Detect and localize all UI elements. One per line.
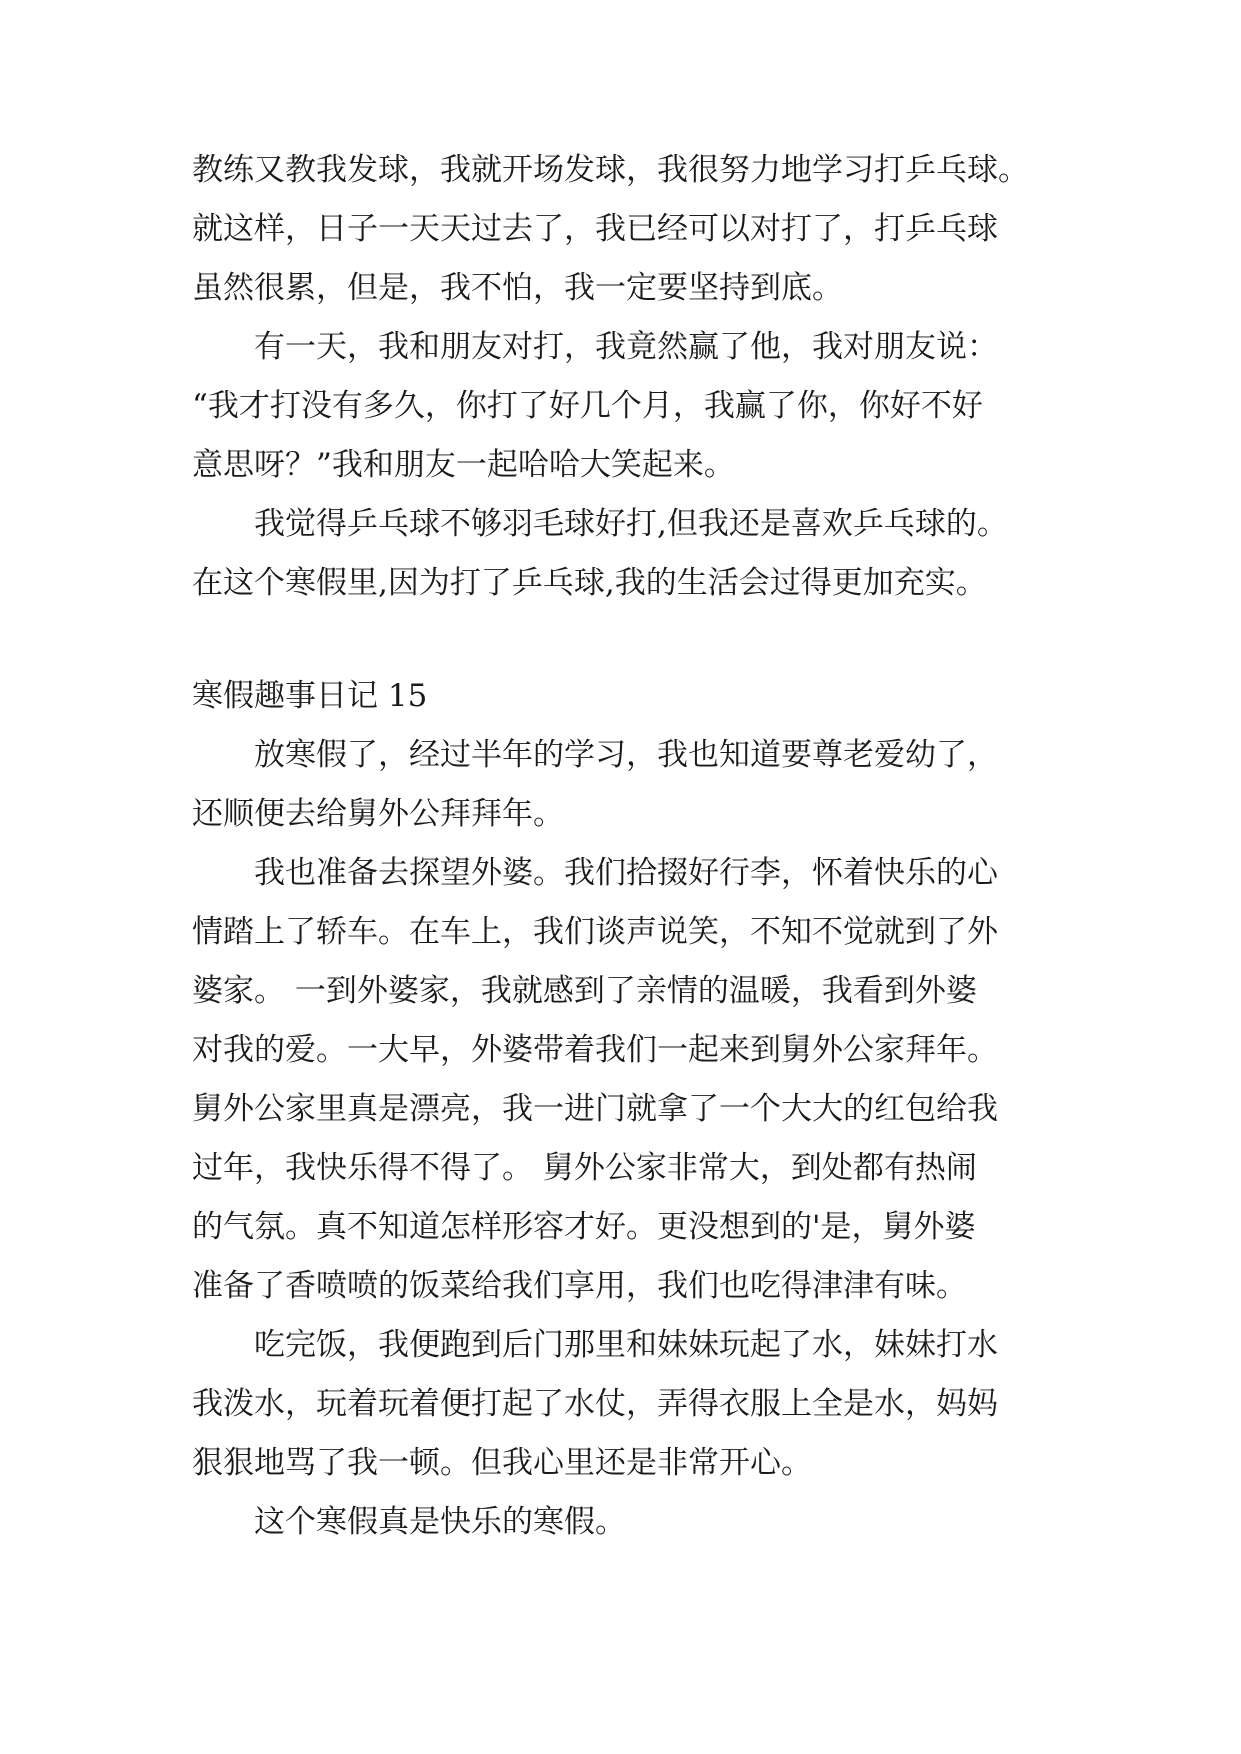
paragraph-line: 放寒假了，经过半年的学习，我也知道要尊老爱幼了，: [254, 737, 998, 773]
paragraph-line: 在这个寒假里,因为打了乒乓球,我的生活会过得更加充实。: [192, 565, 987, 601]
paragraph-line: 教练又教我发球，我就开场发球，我很努力地学习打乒乓球。: [192, 152, 1029, 188]
paragraph-line: 意思呀？”我和朋友一起哈哈大笑起来。: [192, 447, 735, 483]
paragraph-line: 我泼水，玩着玩着便打起了水仗，弄得衣服上全是水，妈妈: [192, 1386, 998, 1422]
paragraph-line: 我也准备去探望外婆。我们拾掇好行李，怀着快乐的心: [254, 855, 998, 891]
paragraph-line: 舅外公家里真是漂亮，我一进门就拿了一个大大的红包给我: [192, 1091, 998, 1127]
paragraph-line: 的气氛。真不知道怎样形容才好。更没想到的'是，舅外婆: [192, 1209, 976, 1245]
paragraph-line: 过年，我快乐得不得了。 舅外公家非常大，到处都有热闹: [192, 1150, 977, 1186]
paragraph-line: 我觉得乒乓球不够羽毛球好打,但我还是喜欢乒乓球的。: [254, 506, 1008, 542]
paragraph-line: 对我的爱。一大早，外婆带着我们一起来到舅外公家拜年。: [192, 1032, 998, 1068]
paragraph-line: 有一天，我和朋友对打，我竟然赢了他，我对朋友说：: [254, 329, 998, 365]
paragraph-line: 狠狠地骂了我一顿。但我心里还是非常开心。: [192, 1445, 812, 1481]
paragraph-line: 还顺便去给舅外公拜拜年。: [192, 796, 564, 832]
paragraph-line: 吃完饭，我便跑到后门那里和妹妹玩起了水，妹妹打水: [254, 1327, 998, 1363]
paragraph-line: 准备了香喷喷的饭菜给我们享用，我们也吃得津津有味。: [192, 1268, 967, 1304]
paragraph-line: 这个寒假真是快乐的寒假。: [254, 1504, 626, 1540]
paragraph-line: 婆家。 一到外婆家，我就感到了亲情的温暖，我看到外婆: [192, 973, 977, 1009]
paragraph-line: 就这样，日子一天天过去了，我已经可以对打了，打乒乓球: [192, 211, 998, 247]
paragraph-line: “我才打没有多久，你打了好几个月，我赢了你，你好不好: [192, 388, 983, 424]
paragraph-line: 虽然很累，但是，我不怕，我一定要坚持到底。: [192, 270, 843, 306]
section-heading: 寒假趣事日记 15: [192, 678, 428, 714]
paragraph-line: 情踏上了轿车。在车上，我们谈声说笑，不知不觉就到了外: [192, 914, 998, 950]
